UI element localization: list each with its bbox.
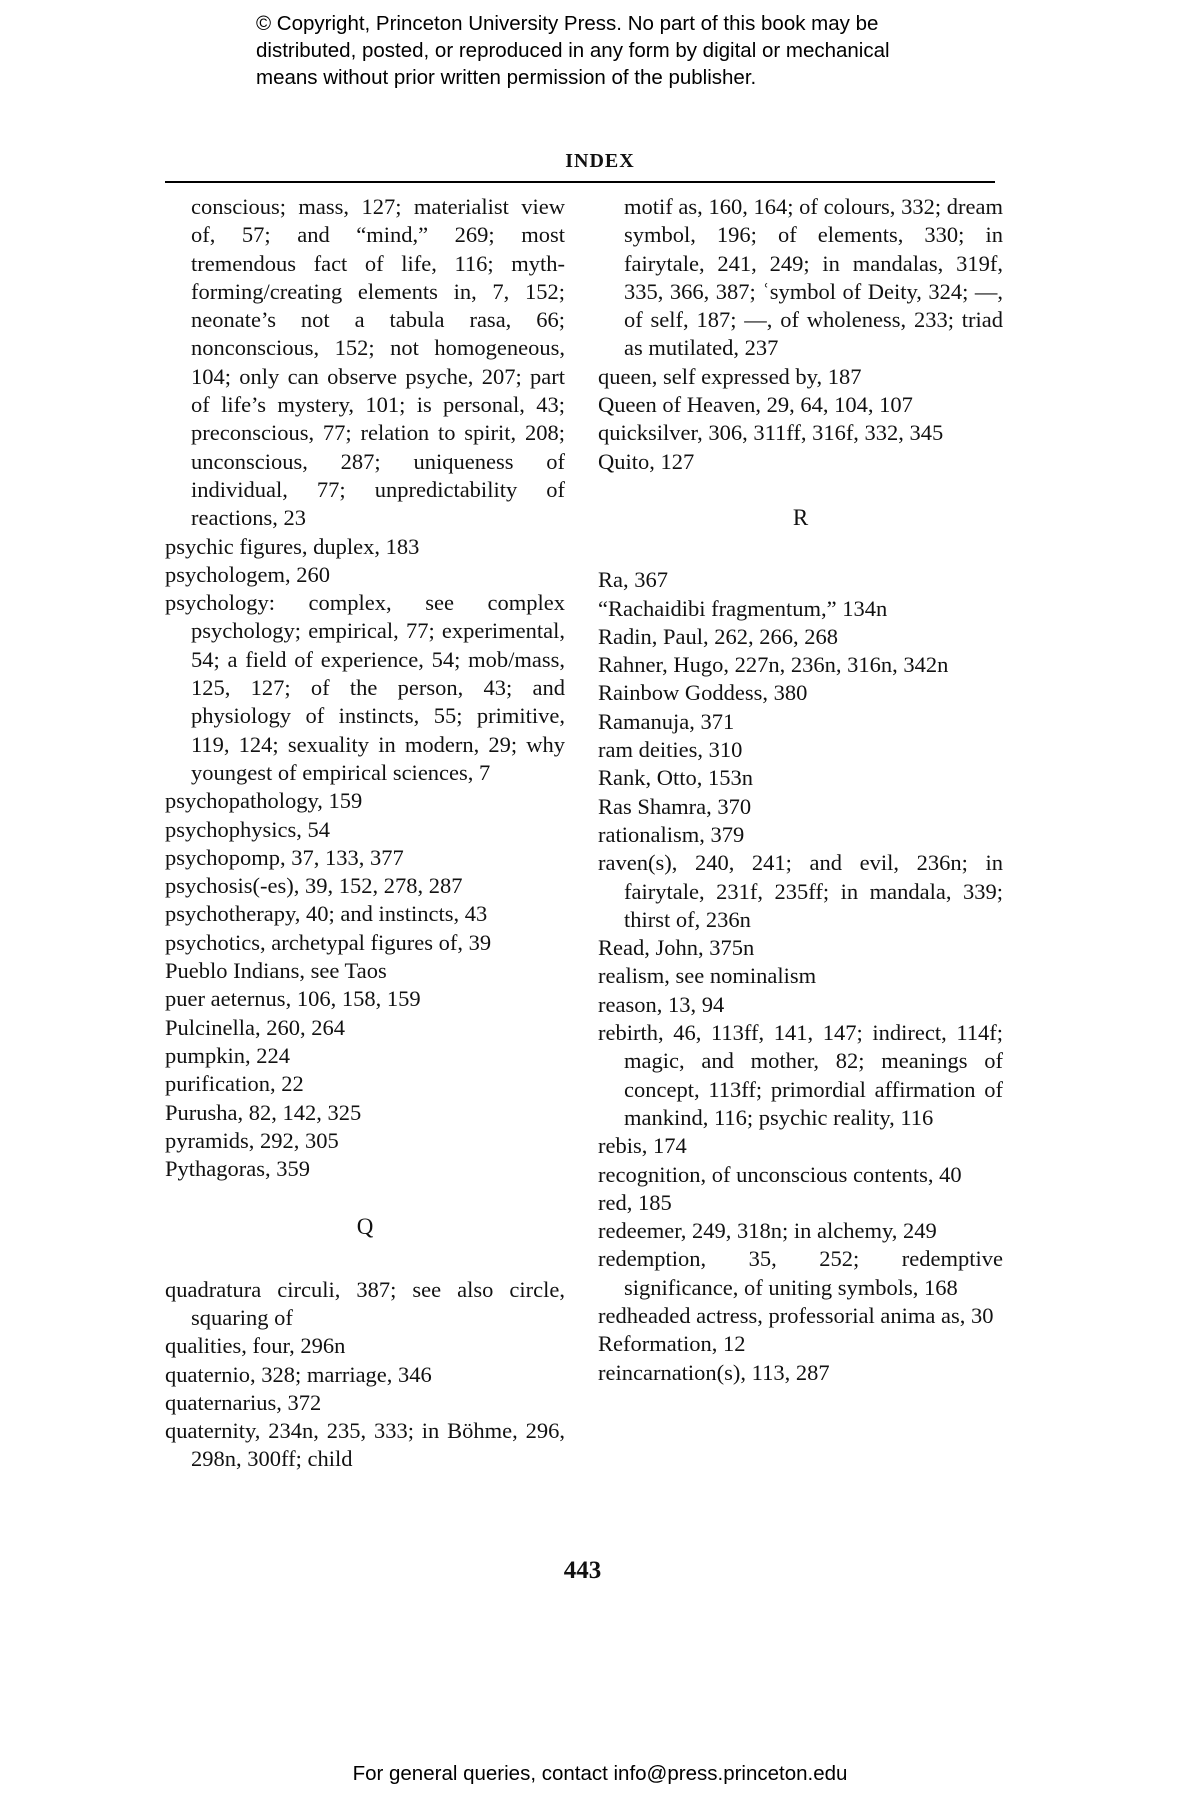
index-entry: redheaded actress, professorial anima as, 30 (598, 1302, 994, 1328)
index-entry: pumpkin, 224 (165, 1042, 291, 1068)
index-entry: reason, 13, 94 (598, 991, 725, 1017)
index-entry: quadratura circuli, 387; see also circle, squaring of (165, 1276, 565, 1330)
index-entry: Pueblo Indians, see Taos (165, 958, 387, 984)
index-entry: psychotherapy, 40; and instincts, 43 (165, 901, 488, 927)
section-letter-q: Q (356, 1214, 374, 1240)
index-entry: Queen of Heaven, 29, 64, 104, 107 (598, 392, 913, 418)
index-entry: Quito, 127 (598, 448, 695, 474)
index-entry: psychopathology, 159 (165, 788, 363, 814)
index-entry: Pythagoras, 359 (165, 1156, 310, 1182)
index-entry: Purusha, 82, 142, 325 (165, 1099, 362, 1125)
index-entry: qualities, four, 296n (165, 1333, 346, 1359)
copyright-line-1: © Copyright, Princeton University Press. No part of this book may be (256, 12, 879, 35)
index-entry: quaternity, 234n, 235, 333; in Böhme, 296, 298n, 300ff; child (165, 1418, 565, 1472)
index-entry: Ra, 367 (598, 567, 668, 593)
index-entry-continued: conscious; mass, 127; materialist view of, 57; and “mind,” 269; most tremendous fact of life, 116; myth-forming/creating elements in, 7, 152; neonate’s not a tabula rasa, 66; nonconscious, 152; not homogeneous, 104; only can observe psyche, 207; part of life’s mystery, 101; is personal, 43; preconscious, 77; relation to spirit, 208; unconscious, 287; uniqueness of individual, 77; unpredictability of reactions, 23 (191, 194, 565, 531)
index-entry: redemption, 35, 252; redemptive significance, of uniting symbols, 168 (598, 1246, 1003, 1300)
running-head: INDEX (565, 150, 635, 172)
index-entry: rebis, 174 (598, 1133, 687, 1159)
index-entry: quaternarius, 372 (165, 1389, 322, 1415)
index-column-right (598, 193, 1003, 1387)
index-entry: quicksilver, 306, 311ff, 316f, 332, 345 (598, 420, 944, 446)
index-entry: pyramids, 292, 305 (165, 1127, 339, 1153)
contact-footer: For general queries, contact info@press.princeton.edu (352, 1762, 848, 1785)
index-entry: quaternio, 328; marriage, 346 (165, 1361, 432, 1387)
index-entry: raven(s), 240, 241; and evil, 236n; in fairytale, 231f, 235ff; in mandala, 339; thirst of, 236n (598, 850, 1003, 932)
index-entry: Ramanuja, 371 (598, 708, 735, 734)
index-entry: “Rachaidibi fragmentum,” 134n (598, 595, 888, 621)
index-entry: psychopomp, 37, 133, 377 (165, 844, 404, 870)
index-entry: Ras Shamra, 370 (598, 793, 752, 819)
index-entry: Pulcinella, 260, 264 (165, 1014, 345, 1040)
index-entry: Rainbow Goddess, 380 (598, 680, 808, 706)
index-entry: red, 185 (598, 1189, 672, 1215)
section-letter-r: R (792, 504, 809, 530)
page-number: 443 (563, 1557, 602, 1584)
index-entry: rationalism, 379 (598, 821, 745, 847)
copyright-notice (256, 10, 1016, 91)
index-entry: psychology: complex, see complex psychology; empirical, 77; experimental, 54; a field of experience, 54; mob/mass, 125, 127; of the person, 43; and physiology of instincts, 55; primitive, 119, 124; sexuality in modern, 29; why youngest of empirical sciences, 7 (165, 590, 565, 785)
index-entry: reincarnation(s), 113, 287 (598, 1359, 830, 1385)
index-entry: Radin, Paul, 262, 266, 268 (598, 623, 838, 649)
index-entry: psychophysics, 54 (165, 816, 330, 842)
index-entry-continued: motif as, 160, 164; of colours, 332; dream symbol, 196; of elements, 330; in fairytale, 241, 249; in mandalas, 319f, 335, 366, 387; ʿsymbol of Deity, 324; —, of self, 187; —, of wholeness, 233; triad as mutilated, 237 (624, 194, 1003, 361)
index-entry: puer aeternus, 106, 158, 159 (165, 986, 421, 1012)
index-entry: Rank, Otto, 153n (598, 765, 753, 791)
copyright-line-2: distributed, posted, or reproduced in any form by digital or mechanical (256, 39, 890, 62)
index-entry: purification, 22 (165, 1071, 304, 1097)
index-entry: queen, self expressed by, 187 (598, 363, 862, 389)
index-entry: recognition, of unconscious contents, 40 (598, 1161, 962, 1187)
index-entry: psychotics, archetypal figures of, 39 (165, 929, 492, 955)
index-entry: Read, John, 375n (598, 935, 755, 961)
index-entry: psychologem, 260 (165, 561, 330, 587)
index-entry: realism, see nominalism (598, 963, 817, 989)
index-entry: ram deities, 310 (598, 737, 743, 763)
index-entry: redeemer, 249, 318n; in alchemy, 249 (598, 1218, 937, 1244)
index-entry: psychic figures, duplex, 183 (165, 533, 420, 559)
index-entry: rebirth, 46, 113ff, 141, 147; indirect, 114f; magic, and mother, 82; meanings of concept, 113ff; primordial affirmation of mankind, 116; psychic reality, 116 (598, 1020, 1003, 1130)
index-entry: Reformation, 12 (598, 1331, 746, 1357)
header-rule (165, 181, 995, 183)
index-entry: psychosis(-es), 39, 152, 278, 287 (165, 873, 463, 899)
index-column-left (165, 193, 565, 1474)
index-entry: Rahner, Hugo, 227n, 236n, 316n, 342n (598, 652, 949, 678)
copyright-line-3: means without prior written permission of the publisher. (256, 66, 757, 89)
